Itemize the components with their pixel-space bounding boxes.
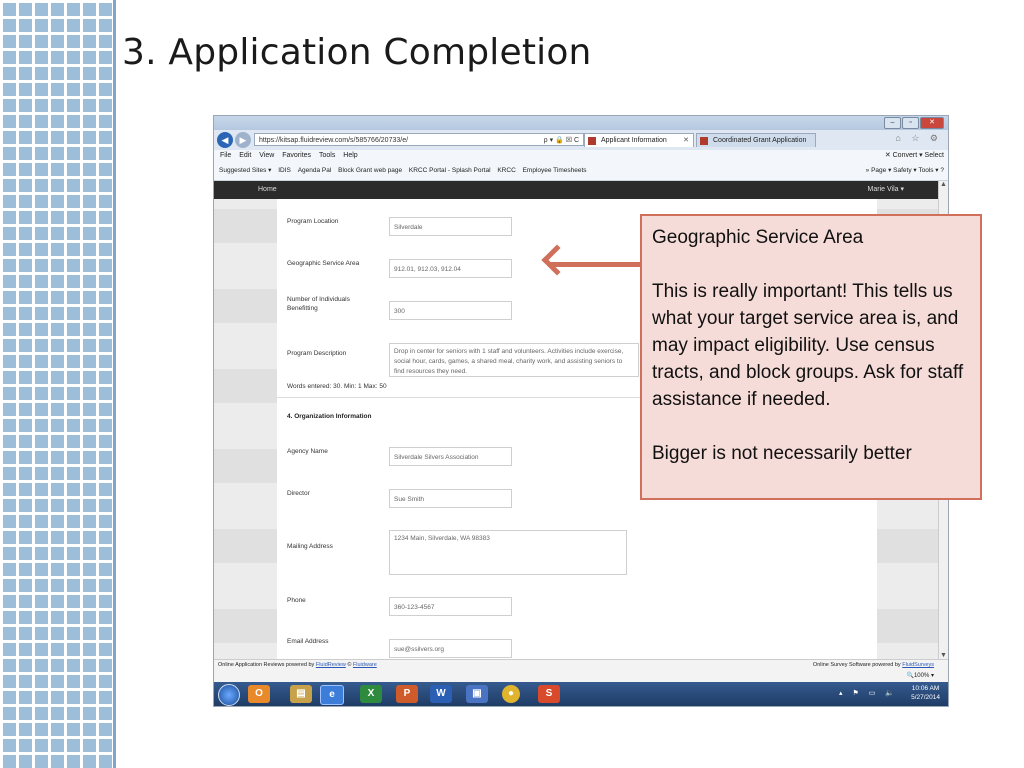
- phone-field[interactable]: 360-123-4567: [389, 597, 512, 616]
- program-description-field[interactable]: Drop in center for seniors with 1 staff and volunteers. Activities include exercise, social hour, cards, games, a shared meal, charity work, and assisting seniors to find resources they need.: [389, 343, 639, 377]
- favorite-idis[interactable]: IDIS: [278, 167, 291, 174]
- num-individuals-field[interactable]: 300: [389, 301, 512, 320]
- director-field[interactable]: Sue Smith: [389, 489, 512, 508]
- favorite-krcc[interactable]: KRCC: [497, 167, 516, 174]
- footer-right: [813, 660, 934, 671]
- convert-select-tools[interactable]: ✕ Convert ▾ Select: [884, 152, 944, 159]
- clock-date: 5/27/2014: [911, 694, 940, 701]
- address-bar[interactable]: [254, 133, 584, 146]
- excel-icon[interactable]: X: [360, 685, 382, 703]
- mailing-address-label: Mailing Address: [287, 543, 333, 550]
- back-button[interactable]: ◀: [217, 132, 233, 148]
- menu-bar: [214, 150, 948, 162]
- director-label: Director: [287, 490, 310, 497]
- fluidreview-link[interactable]: FluidReview: [315, 662, 346, 668]
- footer-left-text: Online Application Reviews powered by: [218, 662, 316, 668]
- address-row: [214, 130, 948, 150]
- start-button[interactable]: [218, 684, 240, 706]
- close-tab-icon[interactable]: ✕: [683, 137, 689, 144]
- favorite-agenda-pal[interactable]: Agenda Pal: [297, 167, 332, 174]
- chrome-icon[interactable]: ●: [502, 685, 520, 703]
- clock-time: 10:06 AM: [911, 685, 940, 692]
- outlook-icon[interactable]: O: [248, 685, 270, 703]
- menu-edit[interactable]: Edit: [239, 152, 252, 159]
- program-description-label: Program Description: [287, 350, 347, 357]
- page-footer: [214, 659, 948, 671]
- callout-body: This is really important! This tells us what your target service area is, and may impact eligibility. Use census tracts, and block groups. Ask for staff assistance if needed.: [652, 281, 964, 410]
- phone-label: Phone: [287, 597, 306, 604]
- fluidsurveys-link[interactable]: FluidSurveys: [902, 662, 934, 668]
- favorite-krcc-portal[interactable]: KRCC Portal - Splash Portal: [408, 167, 491, 174]
- tab-coordinated-grant-application[interactable]: [696, 133, 816, 147]
- callout-box: [640, 214, 982, 500]
- publisher-icon[interactable]: ▣: [466, 685, 488, 703]
- app-icon[interactable]: S: [538, 685, 560, 703]
- internet-explorer-icon[interactable]: e: [320, 685, 344, 705]
- slide-title: 3. Application Completion: [122, 32, 592, 73]
- mailing-address-field[interactable]: 1234 Main, Silverdale, WA 98383: [389, 530, 627, 575]
- file-explorer-icon[interactable]: ▤: [290, 685, 312, 703]
- geo-service-area-label: Geographic Service Area: [287, 260, 360, 267]
- zoom-level[interactable]: 🔍100% ▾: [906, 673, 934, 679]
- agency-name-field[interactable]: Silverdale Silvers Association: [389, 447, 512, 466]
- email-label: Email Address: [287, 638, 329, 645]
- maximize-button[interactable]: ▫: [902, 117, 919, 129]
- callout-footer: Bigger is not necessarily better: [652, 443, 912, 464]
- taskbar-clock[interactable]: [911, 684, 940, 702]
- address-url: https://kitsap.fluidreview.com/s/585766/20733/e/: [259, 137, 409, 144]
- tab-applicant-information[interactable]: [584, 133, 694, 147]
- email-field[interactable]: sue@ssilvers.org: [389, 639, 512, 658]
- decorative-grid-strip: [0, 0, 113, 768]
- address-tools[interactable]: ρ ▾ 🔒 ☒ C: [543, 137, 579, 144]
- tab-label: Applicant Information: [601, 137, 667, 144]
- window-titlebar: [214, 116, 948, 130]
- favorites-bar: [214, 162, 948, 181]
- geo-service-area-field[interactable]: 912.01, 912.03, 912.04: [389, 259, 512, 278]
- browser-status-bar: [214, 671, 948, 682]
- tab-label: Coordinated Grant Application: [713, 137, 807, 144]
- num-individuals-label: Number of Individuals Benefitting: [287, 296, 350, 312]
- command-bar-tools[interactable]: » Page ▾ Safety ▾ Tools ▾ ?: [865, 167, 944, 174]
- fluidware-link[interactable]: Fluidware: [352, 662, 377, 668]
- favorite-block-grant[interactable]: Block Grant web page: [338, 167, 403, 174]
- program-location-field[interactable]: Silverdale: [389, 217, 512, 236]
- program-location-label: Program Location: [287, 218, 339, 225]
- site-nav-bar: [214, 181, 948, 199]
- menu-favorites[interactable]: Favorites: [282, 152, 312, 159]
- footer-left: [218, 660, 377, 671]
- forward-button[interactable]: ▶: [235, 132, 251, 148]
- home-link[interactable]: Home: [258, 186, 277, 193]
- word-icon[interactable]: W: [430, 685, 452, 703]
- windows-taskbar: [214, 682, 948, 706]
- scroll-down-icon[interactable]: ▼: [940, 652, 947, 659]
- scroll-up-icon[interactable]: ▲: [940, 181, 947, 188]
- footer-copyright: ©: [345, 662, 353, 668]
- powerpoint-icon[interactable]: P: [396, 685, 418, 703]
- menu-help[interactable]: Help: [343, 152, 358, 159]
- close-window-button[interactable]: ✕: [920, 117, 944, 129]
- menu-file[interactable]: File: [220, 152, 232, 159]
- favorite-suggested-sites[interactable]: Suggested Sites ▾: [219, 167, 272, 174]
- minimize-button[interactable]: –: [884, 117, 901, 129]
- favorite-employee-timesheets[interactable]: Employee Timesheets: [522, 167, 587, 174]
- strip-edge-line: [113, 0, 116, 768]
- callout-heading: Geographic Service Area: [652, 227, 864, 248]
- footer-right-text: Online Survey Software powered by: [812, 662, 903, 668]
- menu-tools[interactable]: Tools: [319, 152, 336, 159]
- window-controls: [884, 117, 944, 129]
- user-menu[interactable]: Marie Vila ▾: [867, 186, 904, 193]
- section-heading-organization: 4. Organization Information: [287, 413, 372, 420]
- home-favorites-settings-icons[interactable]: ⌂ ☆ ⚙: [895, 133, 942, 143]
- system-tray[interactable]: ▴ ⚑ ▭ 🔈: [839, 690, 898, 697]
- words-entered-hint: Words entered: 30. Min: 1 Max: 50: [287, 383, 387, 390]
- agency-name-label: Agency Name: [287, 448, 328, 455]
- fluidreview-icon: [588, 137, 596, 145]
- menu-view[interactable]: View: [259, 152, 275, 159]
- fluidreview-icon: [700, 137, 708, 145]
